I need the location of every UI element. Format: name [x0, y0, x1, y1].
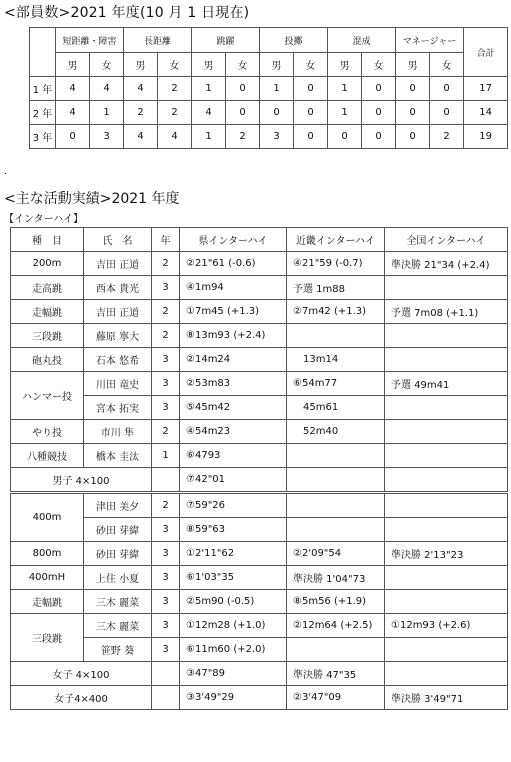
name-cell: 三木 麗菜 — [84, 614, 152, 638]
year-cell: 3 — [152, 396, 180, 420]
national-result — [385, 444, 508, 468]
table-row — [11, 493, 508, 518]
relay-event-cell: 女子 4×100 — [11, 662, 152, 686]
count-cell: 2 — [226, 125, 260, 149]
event-cell: 三段跳 — [11, 614, 84, 662]
count-cell: 1 — [192, 125, 226, 149]
male-header: 男 — [56, 53, 90, 77]
pref-result: ④1m94 — [180, 276, 287, 300]
national-result — [385, 324, 508, 348]
table-row — [30, 125, 508, 149]
name-cell: 吉田 正道 — [84, 252, 152, 276]
name-cell: 砂田 芽緯 — [84, 542, 152, 566]
male-header: 男 — [260, 53, 294, 77]
relay-event-cell: 女子4×400 — [11, 686, 152, 710]
count-cell: 0 — [362, 101, 396, 125]
female-header: 女 — [158, 53, 192, 77]
count-cell: 0 — [294, 101, 328, 125]
count-cell: 0 — [396, 101, 430, 125]
year-cell: 3 — [152, 566, 180, 590]
total-cell: 19 — [464, 125, 508, 149]
total-cell: 14 — [464, 101, 508, 125]
national-result: 予選 49m41 — [385, 372, 508, 396]
count-cell: 0 — [294, 77, 328, 101]
female-header: 女 — [90, 53, 124, 77]
male-header: 男 — [192, 53, 226, 77]
kinki-result: 52m40 — [287, 420, 385, 444]
pref-result: ②5m90 (-0.5) — [180, 590, 287, 614]
national-result — [385, 396, 508, 420]
table-row — [11, 518, 508, 542]
table-row — [11, 372, 508, 396]
table-row — [11, 614, 508, 638]
name-cell: 石本 悠希 — [84, 348, 152, 372]
pref-result: ⑧59"63 — [180, 518, 287, 542]
pref-result: ⑤45m42 — [180, 396, 287, 420]
event-header: 種 目 — [11, 228, 84, 252]
pref-result: ①12m28 (+1.0) — [180, 614, 287, 638]
category-header: 投擲 — [260, 28, 328, 53]
table-row — [11, 396, 508, 420]
national-result: 準決勝 2'13"23 — [385, 542, 508, 566]
event-cell: 800m — [11, 542, 84, 566]
table-row — [11, 638, 508, 662]
count-cell: 0 — [294, 125, 328, 149]
name-cell: 三木 麗菜 — [84, 590, 152, 614]
grade-cell: 1 年 — [30, 77, 56, 101]
kinki-result: ②7m42 (+1.3) — [287, 300, 385, 324]
count-cell: 0 — [226, 101, 260, 125]
event-cell: 200m — [11, 252, 84, 276]
year-cell: 2 — [152, 324, 180, 348]
female-header: 女 — [362, 53, 396, 77]
stray-dot: . — [4, 166, 8, 177]
pref-result: ①2'11"62 — [180, 542, 287, 566]
relay-event-cell: 男子 4×100 — [11, 468, 152, 493]
name-cell: 砂田 芽緯 — [84, 518, 152, 542]
table-row — [11, 324, 508, 348]
pref-result: ②21"61 (-0.6) — [180, 252, 287, 276]
name-cell: 川田 竜史 — [84, 372, 152, 396]
name-cell: 宮本 拓実 — [84, 396, 152, 420]
total-header: 合計 — [464, 28, 508, 77]
count-cell: 0 — [260, 101, 294, 125]
table-row — [11, 252, 508, 276]
year-cell: 2 — [152, 420, 180, 444]
count-cell: 2 — [158, 101, 192, 125]
table-row — [11, 566, 508, 590]
year-cell: 3 — [152, 348, 180, 372]
name-cell: 上住 小夏 — [84, 566, 152, 590]
name-cell: 西本 貴光 — [84, 276, 152, 300]
pref-result: ⑥1'03"35 — [180, 566, 287, 590]
pref-result: ②53m83 — [180, 372, 287, 396]
table-row — [30, 101, 508, 125]
count-cell: 2 — [124, 101, 158, 125]
event-cell: 三段跳 — [11, 324, 84, 348]
name-cell: 藤原 寧大 — [84, 324, 152, 348]
year-cell — [152, 686, 180, 710]
count-cell: 4 — [124, 77, 158, 101]
count-cell: 0 — [362, 125, 396, 149]
kinki-result: ②12m64 (+2.5) — [287, 614, 385, 638]
count-cell: 3 — [90, 125, 124, 149]
kinki-result: ②3'47"09 — [287, 686, 385, 710]
category-header: 跳躍 — [192, 28, 260, 53]
kinki-result: 準決勝 47"35 — [287, 662, 385, 686]
national-result — [385, 348, 508, 372]
year-cell: 3 — [152, 276, 180, 300]
national-result: 予選 7m08 (+1.1) — [385, 300, 508, 324]
count-cell: 0 — [396, 125, 430, 149]
male-header: 男 — [124, 53, 158, 77]
female-header: 女 — [294, 53, 328, 77]
kinki-result — [287, 493, 385, 518]
kinki-header: 近畿インターハイ — [287, 228, 385, 252]
male-header: 男 — [328, 53, 362, 77]
results-title: <主な活動実績>2021 年度 — [4, 191, 180, 207]
table-row — [11, 300, 508, 324]
category-header: 長距離 — [124, 28, 192, 53]
year-cell: 3 — [152, 542, 180, 566]
count-cell: 1 — [192, 77, 226, 101]
event-cell: 400m — [11, 493, 84, 542]
category-header: マネージャー — [396, 28, 464, 53]
kinki-result: ⑧5m56 (+1.9) — [287, 590, 385, 614]
count-cell: 1 — [328, 77, 362, 101]
event-cell: 砲丸投 — [11, 348, 84, 372]
count-cell: 0 — [328, 125, 362, 149]
count-cell: 1 — [328, 101, 362, 125]
national-result — [385, 590, 508, 614]
table-row — [11, 468, 508, 493]
kinki-result: ④21"59 (-0.7) — [287, 252, 385, 276]
national-result — [385, 518, 508, 542]
event-cell: やり投 — [11, 420, 84, 444]
year-cell: 3 — [152, 372, 180, 396]
kinki-result: ②2'09"54 — [287, 542, 385, 566]
table-row — [11, 590, 508, 614]
pref-result: ②14m24 — [180, 348, 287, 372]
count-cell: 4 — [192, 101, 226, 125]
count-cell: 3 — [260, 125, 294, 149]
pref-result: ③3'49"29 — [180, 686, 287, 710]
kinki-result — [287, 444, 385, 468]
national-result: 準決勝 3'49"71 — [385, 686, 508, 710]
national-result — [385, 662, 508, 686]
event-cell: 走高跳 — [11, 276, 84, 300]
table-row — [11, 276, 508, 300]
national-header: 全国インターハイ — [385, 228, 508, 252]
pref-result: ⑦42"01 — [180, 468, 287, 493]
count-cell: 4 — [56, 101, 90, 125]
interhigh-subtitle: 【インターハイ】 — [4, 214, 84, 225]
pref-result: ①7m45 (+1.3) — [180, 300, 287, 324]
grade-cell: 3 年 — [30, 125, 56, 149]
event-cell: ハンマー投 — [11, 372, 84, 420]
kinki-result — [287, 324, 385, 348]
national-result — [385, 566, 508, 590]
results-table — [10, 227, 508, 710]
grade-cell: 2 年 — [30, 101, 56, 125]
pref-result: ⑥11m60 (+2.0) — [180, 638, 287, 662]
year-cell: 3 — [152, 614, 180, 638]
event-cell: 走幅跳 — [11, 300, 84, 324]
female-header: 女 — [226, 53, 260, 77]
count-cell: 4 — [90, 77, 124, 101]
members-table — [29, 27, 508, 149]
count-cell: 1 — [260, 77, 294, 101]
pref-header: 県インターハイ — [180, 228, 287, 252]
event-cell: 走幅跳 — [11, 590, 84, 614]
national-result: ①12m93 (+2.6) — [385, 614, 508, 638]
kinki-result: 予選 1m88 — [287, 276, 385, 300]
year-cell: 2 — [152, 300, 180, 324]
year-cell: 3 — [152, 590, 180, 614]
count-cell: 0 — [396, 77, 430, 101]
year-cell — [152, 468, 180, 493]
year-cell — [152, 662, 180, 686]
count-cell: 4 — [56, 77, 90, 101]
national-result — [385, 638, 508, 662]
count-cell: 0 — [56, 125, 90, 149]
pref-result: ③47"89 — [180, 662, 287, 686]
female-header: 女 — [430, 53, 464, 77]
kinki-result — [287, 518, 385, 542]
year-cell: 2 — [152, 252, 180, 276]
year-cell: 3 — [152, 638, 180, 662]
count-cell: 4 — [124, 125, 158, 149]
year-cell: 2 — [152, 493, 180, 518]
name-cell: 橋本 圭汰 — [84, 444, 152, 468]
total-cell: 17 — [464, 77, 508, 101]
count-cell: 0 — [226, 77, 260, 101]
pref-result: ⑥4793 — [180, 444, 287, 468]
male-header: 男 — [396, 53, 430, 77]
kinki-result — [287, 638, 385, 662]
name-cell: 津田 美夕 — [84, 493, 152, 518]
year-header: 年 — [152, 228, 180, 252]
pref-result: ⑧13m93 (+2.4) — [180, 324, 287, 348]
table-row — [11, 542, 508, 566]
name-header: 氏 名 — [84, 228, 152, 252]
kinki-result: 13m14 — [287, 348, 385, 372]
pref-result: ⑦59"26 — [180, 493, 287, 518]
count-cell: 1 — [90, 101, 124, 125]
table-row — [11, 662, 508, 686]
event-cell: 八種競技 — [11, 444, 84, 468]
national-result: 準決勝 21"34 (+2.4) — [385, 252, 508, 276]
table-row — [30, 77, 508, 101]
year-cell: 3 — [152, 518, 180, 542]
name-cell: 吉田 正道 — [84, 300, 152, 324]
count-cell: 0 — [430, 101, 464, 125]
kinki-result — [287, 468, 385, 493]
table-row — [11, 686, 508, 710]
category-header: 混成 — [328, 28, 396, 53]
national-result — [385, 420, 508, 444]
year-cell: 1 — [152, 444, 180, 468]
members-title: <部員数>2021 年度(10 月 1 日現在) — [4, 5, 250, 21]
count-cell: 2 — [430, 125, 464, 149]
count-cell: 0 — [430, 77, 464, 101]
count-cell: 0 — [362, 77, 396, 101]
event-cell: 400mH — [11, 566, 84, 590]
category-header: 短距離・障害 — [56, 28, 124, 53]
national-result — [385, 276, 508, 300]
table-row — [11, 348, 508, 372]
kinki-result: 45m61 — [287, 396, 385, 420]
national-result — [385, 493, 508, 518]
corner-cell — [30, 28, 56, 77]
count-cell: 4 — [158, 125, 192, 149]
kinki-result: ⑥54m77 — [287, 372, 385, 396]
table-row — [11, 420, 508, 444]
name-cell: 笹野 葵 — [84, 638, 152, 662]
table-row — [11, 444, 508, 468]
national-result — [385, 468, 508, 493]
name-cell: 市川 隼 — [84, 420, 152, 444]
pref-result: ④54m23 — [180, 420, 287, 444]
kinki-result: 準決勝 1'04"73 — [287, 566, 385, 590]
count-cell: 2 — [158, 77, 192, 101]
